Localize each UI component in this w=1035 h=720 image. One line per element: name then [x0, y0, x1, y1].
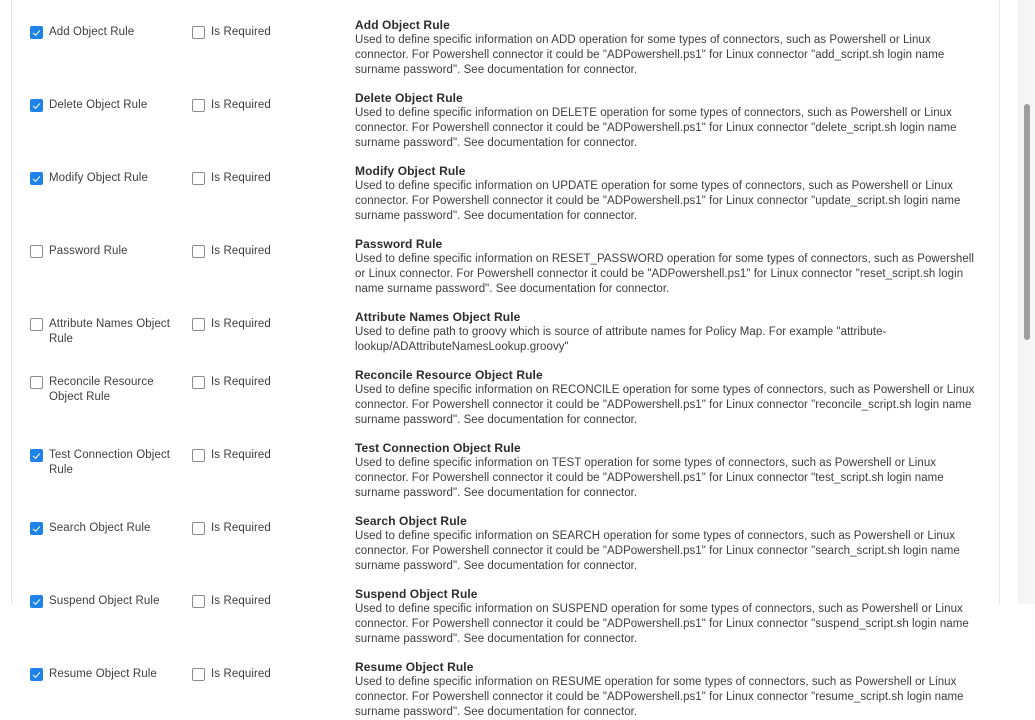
rule-label: Modify Object Rule	[49, 172, 148, 184]
rule-label: Test Connection Object Rule	[49, 449, 171, 476]
is-required-checkbox[interactable]	[192, 26, 205, 39]
rule-row	[30, 310, 987, 355]
rule-description	[355, 310, 987, 355]
scrollbar-thumb[interactable]	[1024, 104, 1030, 340]
rule-description-text: Used to define specific information on ADD operation for some types of connectors, such as Powershell or Linux connector. For Powershell connector it could be "ADPowershell.ps1" for Linux connector "add_script.sh login name surname password". See documentation for connector.	[355, 34, 945, 76]
rule-description-text: Used to define specific information on TEST operation for some types of connectors, such as Powershell or Linux connector. For Powershell connector it could be "ADPowershell.ps1" for Linux connector "test_script.sh login name surname password". See documentation for connector.	[355, 457, 944, 499]
rule-description	[355, 368, 987, 428]
connector-rules-panel	[11, 0, 1000, 718]
rule-toggle[interactable]	[30, 587, 192, 609]
is-required-toggle[interactable]	[192, 310, 355, 332]
rule-checkbox[interactable]	[30, 376, 43, 389]
rule-description-text: Used to define specific information on RESET_PASSWORD operation for some types of connectors, such as Powershell or Linux connector. For Powershell connector it could be "ADPowershell.ps1" for Linux connector "reset_script.sh login name surname password". See documentation for connector.	[355, 253, 975, 295]
is-required-label: Is Required	[211, 245, 271, 257]
rule-description-title: Password Rule	[355, 237, 443, 251]
rule-toggle[interactable]	[30, 164, 192, 186]
rule-checkbox[interactable]	[30, 172, 43, 185]
is-required-label: Is Required	[211, 172, 271, 184]
is-required-toggle[interactable]	[192, 660, 355, 682]
rule-description-title: Suspend Object Rule	[355, 587, 478, 601]
rule-label: Delete Object Rule	[49, 99, 148, 111]
is-required-toggle[interactable]	[192, 587, 355, 609]
rule-description-title: Modify Object Rule	[355, 164, 466, 178]
rule-label: Search Object Rule	[49, 522, 151, 534]
rule-checkbox[interactable]	[30, 99, 43, 112]
rule-description	[355, 587, 987, 647]
is-required-label: Is Required	[211, 449, 271, 461]
rule-description-title: Attribute Names Object Rule	[355, 310, 521, 324]
is-required-label: Is Required	[211, 595, 271, 607]
rule-label: Attribute Names Object Rule	[49, 318, 171, 345]
is-required-toggle[interactable]	[192, 237, 355, 259]
is-required-label: Is Required	[211, 99, 271, 111]
rule-checkbox[interactable]	[30, 668, 43, 681]
is-required-checkbox[interactable]	[192, 318, 205, 331]
rule-toggle[interactable]	[30, 237, 192, 259]
rule-label: Resume Object Rule	[49, 668, 157, 680]
rule-label: Add Object Rule	[49, 26, 135, 38]
rule-row	[30, 441, 987, 501]
is-required-checkbox[interactable]	[192, 595, 205, 608]
rule-description	[355, 18, 987, 78]
rule-row	[30, 587, 987, 647]
rules-list	[30, 18, 987, 720]
rule-description	[355, 237, 987, 297]
rule-description-title: Delete Object Rule	[355, 91, 463, 105]
rule-description	[355, 91, 987, 151]
rule-description	[355, 514, 987, 574]
rule-label: Password Rule	[49, 245, 128, 257]
rule-toggle[interactable]	[30, 660, 192, 682]
rule-toggle[interactable]	[30, 18, 192, 40]
rule-description-title: Search Object Rule	[355, 514, 467, 528]
rule-row	[30, 368, 987, 428]
is-required-label: Is Required	[211, 376, 271, 388]
is-required-toggle[interactable]	[192, 441, 355, 463]
rule-description-text: Used to define specific information on SUSPEND operation for some types of connectors, such as Powershell or Linux connector. For Powershell connector it could be "ADPowershell.ps1" for Linux connector "suspend_script.sh login name surname password". See documentation for connector.	[355, 603, 969, 645]
rule-description-text: Used to define path to groovy which is source of attribute names for Policy Map. For example "attribute-lookup/ADAttributeNamesLookup.groovy"	[355, 326, 887, 353]
is-required-checkbox[interactable]	[192, 245, 205, 258]
rule-description-title: Add Object Rule	[355, 18, 450, 32]
rule-description-title: Reconcile Resource Object Rule	[355, 368, 543, 382]
rule-label: Suspend Object Rule	[49, 595, 160, 607]
rule-row	[30, 514, 987, 574]
rule-description-text: Used to define specific information on RECONCILE operation for some types of connectors, such as Powershell or Linux connector. For Powershell connector it could be "ADPowershell.ps1" for Linux connector "reconcile_script.sh login name surname password". See documentation for connector.	[355, 384, 975, 426]
is-required-checkbox[interactable]	[192, 376, 205, 389]
is-required-toggle[interactable]	[192, 164, 355, 186]
rule-description-text: Used to define specific information on RESUME operation for some types of connectors, such as Powershell or Linux connector. For Powershell connector it could be "ADPowershell.ps1" for Linux connector "resume_script.sh login name surname password". See documentation for connector.	[355, 676, 964, 718]
is-required-checkbox[interactable]	[192, 522, 205, 535]
rule-row	[30, 164, 987, 224]
rule-toggle[interactable]	[30, 514, 192, 536]
rule-description	[355, 660, 987, 720]
vertical-scrollbar[interactable]	[1018, 0, 1035, 604]
is-required-checkbox[interactable]	[192, 172, 205, 185]
rule-row	[30, 18, 987, 78]
is-required-checkbox[interactable]	[192, 668, 205, 681]
rule-checkbox[interactable]	[30, 26, 43, 39]
rule-checkbox[interactable]	[30, 522, 43, 535]
rule-row	[30, 237, 987, 297]
is-required-toggle[interactable]	[192, 368, 355, 390]
is-required-toggle[interactable]	[192, 18, 355, 40]
rule-description	[355, 441, 987, 501]
is-required-label: Is Required	[211, 668, 271, 680]
is-required-label: Is Required	[211, 318, 271, 330]
rule-description-text: Used to define specific information on DELETE operation for some types of connectors, such as Powershell or Linux connector. For Powershell connector it could be "ADPowershell.ps1" for Linux connector "delete_script.sh login name surname password". See documentation for connector.	[355, 107, 957, 149]
is-required-checkbox[interactable]	[192, 99, 205, 112]
rule-description-title: Resume Object Rule	[355, 660, 474, 674]
rule-label: Reconcile Resource Object Rule	[49, 376, 154, 403]
is-required-label: Is Required	[211, 522, 271, 534]
rule-checkbox[interactable]	[30, 449, 43, 462]
is-required-label: Is Required	[211, 26, 271, 38]
is-required-toggle[interactable]	[192, 91, 355, 113]
rule-description-text: Used to define specific information on SEARCH operation for some types of connectors, such as Powershell or Linux connector. For Powershell connector it could be "ADPowershell.ps1" for Linux connector "search_script.sh login name surname password". See documentation for connector.	[355, 530, 960, 572]
rule-description-text: Used to define specific information on UPDATE operation for some types of connectors, such as Powershell or Linux connector. For Powershell connector it could be "ADPowershell.ps1" for Linux connector "update_script.sh login name surname password". See documentation for connector.	[355, 180, 961, 222]
rule-toggle[interactable]	[30, 368, 192, 405]
is-required-toggle[interactable]	[192, 514, 355, 536]
rule-row	[30, 660, 987, 720]
rule-checkbox[interactable]	[30, 595, 43, 608]
rule-toggle[interactable]	[30, 310, 192, 347]
rule-description	[355, 164, 987, 224]
rule-description-title: Test Connection Object Rule	[355, 441, 521, 455]
rule-toggle[interactable]	[30, 441, 192, 478]
is-required-checkbox[interactable]	[192, 449, 205, 462]
rule-toggle[interactable]	[30, 91, 192, 113]
rule-checkbox[interactable]	[30, 245, 43, 258]
rule-row	[30, 91, 987, 151]
rule-checkbox[interactable]	[30, 318, 43, 331]
